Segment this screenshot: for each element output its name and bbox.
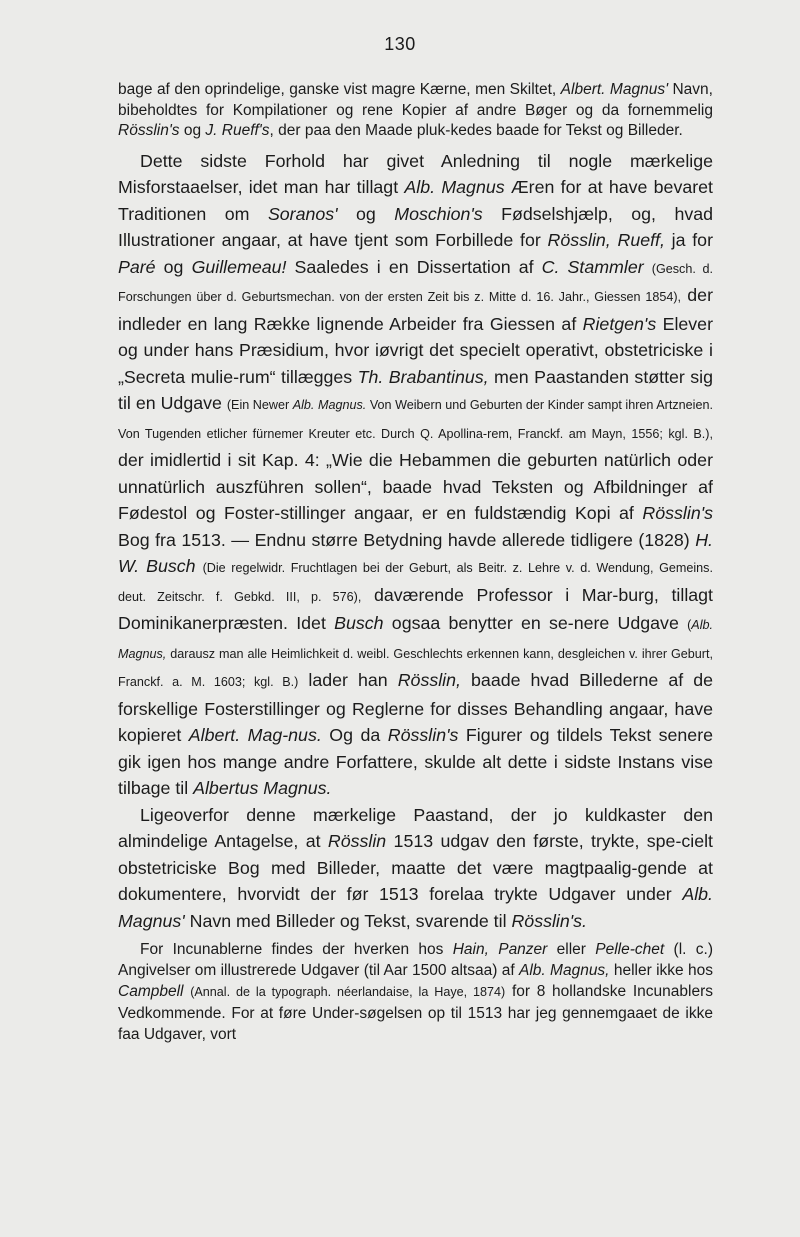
text-run: Rietgen's — [582, 313, 657, 334]
text-run: Alb. Magnus. — [292, 398, 367, 412]
text-run: Alb. Magnus' — [118, 884, 713, 931]
text-run: C. Stammler — [541, 256, 644, 277]
text-run: 1513 udgav den første, trykte, spe-cielt obstetriciske Bog med Billeder, maatte det være magtpaalig-gende at dokumentere, hvorvidt der før 1513 forelaa trykte Udgaver under — [118, 831, 713, 904]
text-run: men Paastanden støtter sig til en Udgave — [118, 366, 713, 413]
text-run: Ligeoverfor denne mærkelige Paastand, der jo kuldkaster den almindelige Antagelse, at — [118, 804, 713, 851]
paragraph-2 — [118, 148, 713, 802]
paragraph-1 — [118, 80, 713, 142]
text-run: Rösslin's — [387, 725, 459, 745]
text-run: heller ikke hos — [609, 962, 714, 979]
text-run: Rösslin — [327, 831, 387, 851]
text-run: Albert. Mag-nus. — [188, 725, 322, 745]
text-run: Og da — [321, 725, 388, 745]
text-run: der indleder en lang Række lignende Arbeider fra Giessen af — [118, 285, 713, 334]
text-run — [196, 556, 203, 576]
body-text — [118, 80, 713, 1045]
text-run: Soranos' — [267, 203, 338, 224]
text-run: ( — [687, 618, 692, 632]
text-run: (Annal. de la typograph. néerlandaise, la Haye, 1874) — [190, 985, 506, 999]
text-run: H. W. Busch — [118, 529, 713, 576]
text-run: Moschion's — [394, 203, 483, 224]
text-run: Fødselshjælp, og, hvad Illustrationer angaar, at have tjent som Forbillede for — [118, 203, 713, 250]
text-run: (Ein Newer — [226, 398, 293, 412]
text-run: Campbell — [118, 983, 184, 1000]
text-run: Bog fra 1513. — Endnu større Betydning havde allerede tidligere (1828) — [118, 529, 696, 550]
text-run: Rösslin's — [642, 503, 713, 523]
paragraph-3 — [118, 802, 713, 935]
text-run: Navn, bibeholdtes for Kompilationer og rene Kopier af andre Bøger og da fornemmelig — [118, 81, 713, 119]
text-run: ogsaa benytter en se-nere Udgave — [383, 613, 688, 633]
text-run: Rösslin, Rueff, — [547, 230, 665, 250]
text-run: bage af den oprindelige, ganske vist magre Kærne, men Skiltet, — [118, 81, 561, 98]
text-run: Dette sidste Forhold har givet Anledning til nogle mærkelige Misforstaaelser, idet man har tillagt — [118, 150, 713, 197]
text-run — [644, 257, 652, 277]
text-run: daværende Professor i Mar-burg, tillagt Dominikanerpræsten. Idet — [118, 584, 713, 633]
text-run: Figurer og tildels Tekst senere gik igen hos mange andre Forfattere, skulde alt dette i sidste Instans vise tilbage til — [118, 725, 714, 798]
text-run: Alb. Magnus, — [518, 962, 610, 979]
text-run: (l. c.) Angivelser om illustrerede Udgaver (til Aar 1500 altsaa) af — [118, 941, 713, 979]
text-run: og — [179, 122, 206, 139]
text-run: og — [155, 256, 192, 277]
text-run: (Gesch. d. Forschungen über d. Geburtsmechan. von der ersten Zeit bis z. Mitte d. 16. Jahr., Giessen 1854), — [118, 261, 714, 304]
text-run: Pelle-chet — [595, 941, 665, 958]
text-run: Von Weibern und Geburten der Kinder sampt ihren Artzneien. Von Tugenden etlicher fürnemer Kreuter etc. Durch Q. Apollina-rem, Franckf. am Mayn, 1556; kgl. B.), — [118, 398, 713, 441]
text-run: Th. Brabantinus, — [357, 366, 489, 387]
text-run: Rösslin's — [118, 122, 180, 139]
text-run: Busch — [334, 613, 384, 633]
paragraph-4 — [118, 939, 713, 1045]
text-run: Albert. Magnus' — [560, 81, 669, 98]
text-run: Hain, Panzer — [452, 941, 548, 958]
text-run: Rösslin's. — [511, 910, 587, 931]
text-run: J. Rueff's — [205, 122, 270, 139]
text-run: Saaledes i en Dissertation af — [286, 256, 542, 277]
text-run: og — [337, 203, 395, 224]
text-run: Rösslin, — [397, 670, 461, 690]
text-run: lader han — [298, 670, 398, 690]
page-number: 130 — [384, 34, 416, 54]
text-run: der imidlertid i sit Kap. 4: „Wie die Hebammen die geburten natürlich oder unnatürlich auszführen sollen“, baade hvad Teksten og Afbildninger af Fødestol og Foster-stillinger angaar, er en fuldstændig Kopi af — [118, 450, 713, 523]
text-run: for 8 hollandske Incunablers Vedkommende. For at føre Under-søgelsen op til 1513 har jeg gennemgaaet de ikke faa Udgaver, vort — [118, 983, 714, 1043]
text-run: Alb. Magnus — [404, 177, 505, 197]
text-run: Albertus Magnus. — [193, 778, 332, 798]
text-run: Æren for at have bevaret Traditionen om — [118, 177, 713, 224]
text-run: Alb. Magnus, — [118, 618, 713, 661]
text-run: Guillemeau! — [191, 256, 287, 277]
text-run: For Incunablerne findes der hverken hos — [140, 941, 453, 958]
text-run: Elever og under hans Præsidium, hvor iøvrigt det specielt operativt, obstetriciske i „Secreta mulie-rum“ tillægges — [118, 313, 713, 387]
text-run: baade hvad Billederne af de forskellige Fosterstillinger og Reglerne for disses Behandling angaar, have kopieret — [118, 670, 713, 745]
text-run: eller — [547, 941, 596, 958]
text-run: (Die regelwidr. Fruchtlagen bei der Geburt, als Beitr. z. Lehre v. d. Wendung, Gemeins. deut. Zeitschr. f. Gebkd. III, p. 576), — [118, 561, 713, 604]
text-run: Paré — [118, 256, 156, 277]
text-run: ja for — [664, 230, 713, 250]
text-run: darausz man alle Heimlichkeit d. weibl. Geschlechts erkennen kann, desgleichen v. ihrer Geburt, Franckf. a. M. 1603; kgl. B.) — [118, 646, 713, 689]
text-run: , der paa den Maade pluk-kedes baade for Tekst og Billeder. — [269, 122, 683, 139]
text-run: Navn med Billeder og Tekst, svarende til — [184, 910, 512, 931]
